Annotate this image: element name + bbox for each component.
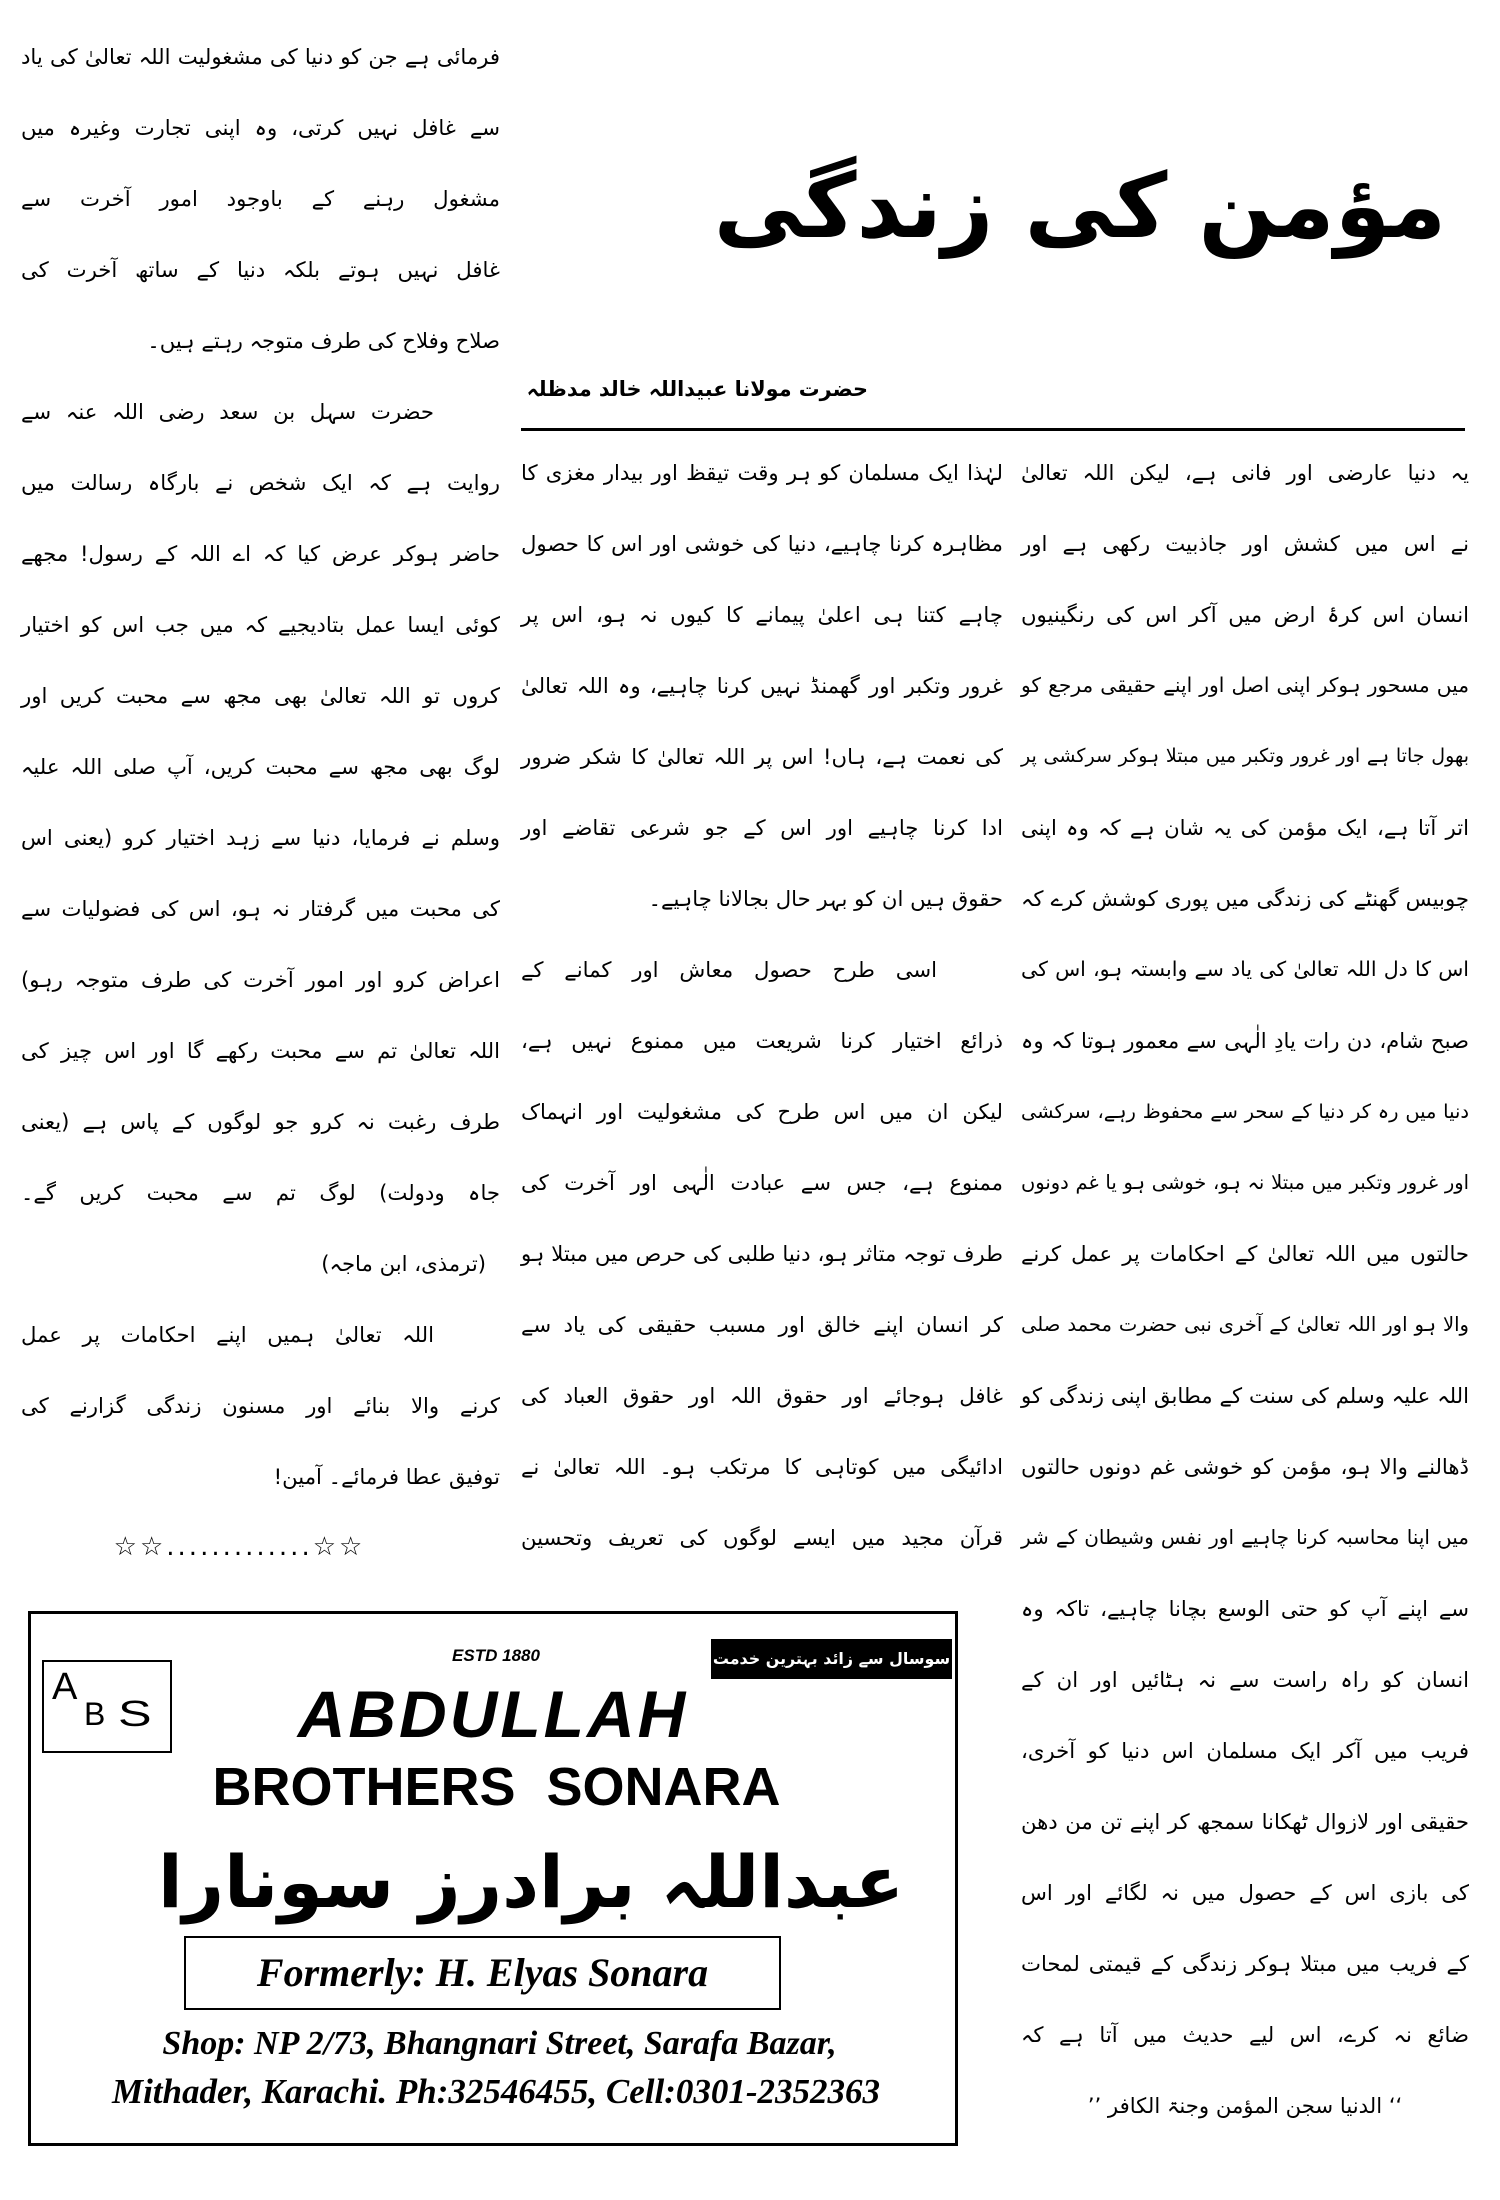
article-column-left: [21, 21, 500, 1512]
article-column-middle: [521, 437, 1003, 1573]
article-title: مؤمن کی زندگی: [713, 155, 1447, 259]
right-column-line: دنیا میں رہ کر دنیا کے سحر سے محفوظ رہے، سرکشی: [1021, 1100, 1469, 1123]
shop-name-line2: BROTHERS SONARA: [212, 1757, 781, 1817]
formerly-box: Formerly: H. Elyas Sonara: [184, 1936, 781, 2010]
byline-rule: [521, 428, 1465, 431]
middle-column-line: غافل ہوجائے اور حقوق اللہ اور حقوق العباد کی: [521, 1383, 1003, 1408]
left-column-line: توفیق عطا فرمائے۔ آمین!: [273, 1464, 500, 1489]
middle-column-line: غرور وتکبر اور گھمنڈ نہیں کرنا چاہیے، وہ اللہ تعالیٰ: [521, 673, 1003, 698]
right-column-line: چوبیس گھنٹے کی زندگی میں پوری کوشش کرے کہ: [1021, 886, 1469, 911]
left-column-line: فرمائی ہے جن کو دنیا کی مشغولیت اللہ تعالیٰ کی یاد: [21, 44, 500, 69]
left-column-line: جاہ ودولت) لوگ تم سے محبت کریں گے۔: [21, 1180, 500, 1205]
right-column-line: اس کا دل اللہ تعالیٰ کی یاد سے وابستہ ہو، اس کی: [1021, 957, 1469, 981]
middle-column-line: ادائیگی میں کوتاہی کا مرتکب ہو۔ اللہ تعالیٰ نے: [521, 1454, 1003, 1479]
right-column-line: انسان اس کرۂ ارض میں آکر اس کی رنگینیوں: [1021, 602, 1469, 627]
middle-column-line: کی نعمت ہے، ہاں! اس پر اللہ تعالیٰ کا شکر ضرور: [521, 744, 1003, 769]
left-column-line: حضرت سہل بن سعد رضی اللہ عنہ سے: [21, 399, 434, 424]
right-column-line: میں اپنا محاسبہ کرنا چاہیے اور نفس وشیطان کے شر: [1021, 1525, 1469, 1549]
left-column-line: مشغول رہنے کے باوجود امور آخرت سے: [21, 186, 500, 211]
shop-address-line2: Mithader, Karachi. Ph:32546455, Cell:0301-2352363: [111, 2072, 881, 2111]
shop-address-line1: Shop: NP 2/73, Bhangnari Street, Sarafa Bazar,: [162, 2025, 837, 2062]
left-column-line: کی محبت میں گرفتار نہ ہو، اس کی فضولیات سے: [21, 896, 500, 921]
logo-letter-s: S: [118, 1693, 152, 1734]
right-column-line: اللہ علیہ وسلم کی سنت کے مطابق اپنی زندگی کو: [1021, 1383, 1469, 1408]
middle-column-line: لہٰذا ایک مسلمان کو ہر وقت تیقظ اور بیدار مغزی کا: [521, 460, 1003, 485]
left-column-line: لوگ بھی مجھ سے محبت کریں، آپ صلی اللہ علیہ: [21, 754, 500, 779]
right-column-line: اور غرور وتکبر میں مبتلا نہ ہو، خوشی ہو یا غم دونوں: [1021, 1171, 1469, 1194]
middle-column-line: قرآن مجید میں ایسے لوگوں کی تعریف وتحسین: [521, 1525, 1003, 1550]
logo-letter-a: A: [52, 1666, 78, 1708]
left-column-line: حاضر ہوکر عرض کیا کہ اے اللہ کے رسول! مجھے: [21, 541, 500, 566]
right-column-line: کے فریب میں مبتلا ہوکر زندگی کے قیمتی لمحات: [1021, 1951, 1469, 1976]
right-column-line: حالتوں میں اللہ تعالیٰ کے احکامات پر عمل کرنے: [1021, 1241, 1469, 1266]
right-column-line: نے اس میں کشش اور جاذبیت رکھی ہے اور: [1021, 531, 1469, 556]
article-column-right: [1021, 437, 1469, 2141]
middle-column-line: ممنوع ہے، جس سے عبادت الٰہی اور آخرت کی: [521, 1170, 1003, 1195]
middle-column-line: ادا کرنا چاہیے اور اس کے جو شرعی تقاضے اور: [521, 815, 1003, 840]
left-column-line: طرف رغبت نہ کرو جو لوگوں کے پاس ہے (یعنی: [21, 1109, 500, 1134]
left-column-line: کرنے والا بنائے اور مسنون زندگی گزارنے کی: [21, 1393, 500, 1418]
left-column-line: اللہ تعالیٰ ہمیں اپنے احکامات پر عمل: [21, 1322, 434, 1347]
middle-column-line: اسی طرح حصول معاش اور کمانے کے: [521, 957, 937, 982]
left-column-line: روایت ہے کہ ایک شخص نے بارگاہ رسالت میں: [21, 470, 500, 495]
logo-letter-b: B: [84, 1696, 106, 1732]
right-column-line: صبح شام، دن رات یادِ الٰہی سے معمور ہوتا کہ وہ: [1021, 1028, 1469, 1053]
middle-column-line: حقوق ہیں ان کو بہر حال بجالانا چاہیے۔: [648, 886, 1003, 911]
right-column-line: انسان کو راہ راست سے نہ ہٹائیں اور ان کے: [1021, 1667, 1469, 1692]
right-column-line: فریب میں آکر ایک مسلمان اس دنیا کو آخری،: [1021, 1738, 1469, 1763]
left-column-line: غافل نہیں ہوتے بلکہ دنیا کے ساتھ آخرت کی: [21, 257, 500, 282]
hadith-reference: (ترمذی، ابن ماجہ): [321, 1251, 486, 1276]
shop-name-line1: ABDULLAH: [297, 1677, 689, 1751]
right-column-line: بھول جاتا ہے اور غرور وتکبر میں مبتلا ہوکر سرکشی پر: [1021, 745, 1469, 767]
right-column-line: والا ہو اور اللہ تعالیٰ کے آخری نبی حضرت محمد صلی: [1021, 1313, 1469, 1336]
right-column-line: میں مسحور ہوکر اپنی اصل اور اپنے حقیقی مرجع کو: [1021, 673, 1469, 697]
hadith-quote: ‘‘ الدنیا سجن المؤمن وجنۃ الکافر ’’: [1087, 2093, 1403, 2118]
shop-name-urdu: عبداللہ برادرز سونارا: [157, 1840, 905, 1924]
middle-column-line: چاہے کتنا ہی اعلیٰ پیمانے کا کیوں نہ ہو، اس پر: [521, 602, 1003, 627]
article-end-mark: ☆☆.............☆☆: [113, 1532, 366, 1562]
right-column-line: حقیقی اور لازوال ٹھکانا سمجھ کر اپنے تن من دھن: [1021, 1809, 1469, 1834]
service-tagline: سوسال سے زائد بہترین خدمت: [711, 1639, 952, 1679]
right-column-line: سے اپنے آپ کو حتی الوسع بچانا چاہیے، تاکہ وہ: [1021, 1596, 1469, 1621]
left-column-line: سے غافل نہیں کرتی، وہ اپنی تجارت وغیرہ میں: [21, 115, 500, 140]
left-column-line: کروں تو اللہ تعالیٰ بھی مجھ سے محبت کریں اور: [21, 683, 500, 708]
right-column-line: اتر آتا ہے، ایک مؤمن کی یہ شان ہے کہ وہ اپنی: [1021, 815, 1469, 840]
jeweller-advertisement: [28, 1611, 958, 2146]
abs-logo: [42, 1660, 172, 1753]
right-column-line: کی بازی اس کے حصول میں نہ لگائے اور اس: [1021, 1880, 1469, 1905]
left-column-line: کوئی ایسا عمل بتادیجیے کہ میں جب اس کو اختیار: [21, 612, 500, 637]
middle-column-line: کر انسان اپنے خالق اور مسبب حقیقی کی یاد سے: [521, 1312, 1003, 1337]
left-column-line: وسلم نے فرمایا، دنیا سے زہد اختیار کرو (یعنی اس: [21, 825, 500, 850]
middle-column-line: ذرائع اختیار کرنا شریعت میں ممنوع نہیں ہے،: [521, 1028, 1003, 1053]
middle-column-line: طرف توجہ متاثر ہو، دنیا طلبی کی حرص میں مبتلا ہو: [521, 1241, 1003, 1266]
right-column-line: ضائع نہ کرے، اس لیے حدیث میں آتا ہے کہ: [1021, 2022, 1469, 2047]
right-column-line: یہ دنیا عارضی اور فانی ہے، لیکن اللہ تعالیٰ: [1021, 460, 1469, 485]
middle-column-line: مظاہرہ کرنا چاہیے، دنیا کی خوشی اور اس کا حصول: [521, 531, 1003, 556]
left-column-line: اللہ تعالیٰ تم سے محبت رکھے گا اور اس چیز کی: [21, 1038, 500, 1063]
left-column-line: اعراض کرو اور امور آخرت کی طرف متوجہ رہو): [21, 967, 500, 992]
left-column-line: صلاح وفلاح کی طرف متوجہ رہتے ہیں۔: [147, 328, 500, 353]
established-year: ESTD 1880: [452, 1646, 540, 1665]
article-byline: حضرت مولانا عبیداللہ خالد مدظلہ: [526, 377, 868, 401]
right-column-line: ڈھالنے والا ہو، مؤمن کو خوشی غم دونوں حالتوں: [1021, 1454, 1469, 1479]
middle-column-line: لیکن ان میں اس طرح کی مشغولیت اور انہماک: [521, 1099, 1003, 1124]
